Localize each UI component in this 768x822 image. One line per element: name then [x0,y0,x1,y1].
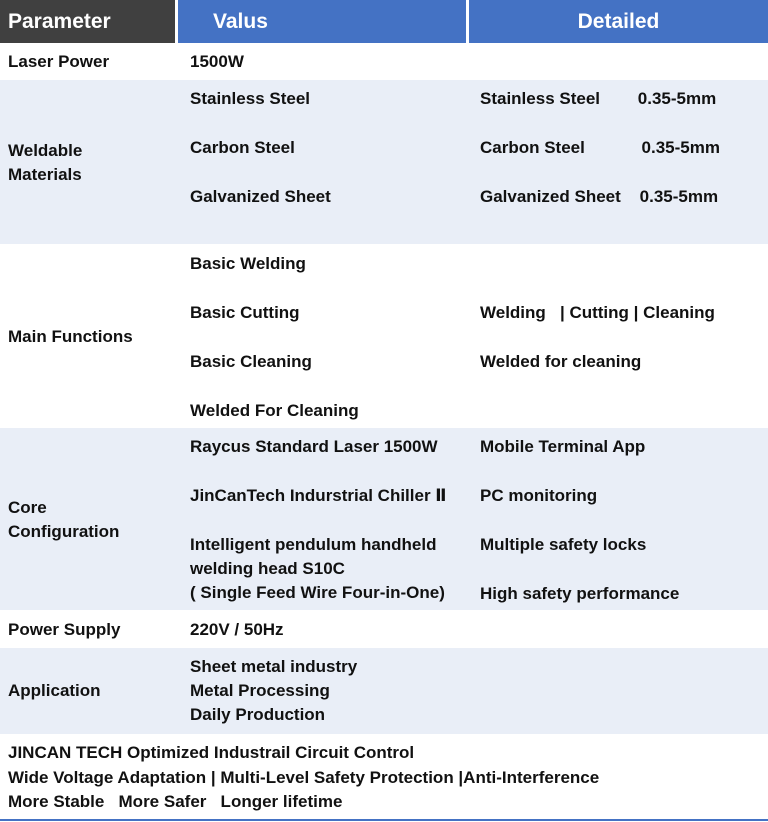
label-laser-power: Laser Power [8,52,110,71]
header-detailed: Detailed [469,0,768,43]
value-application: Metal Processing [190,681,330,700]
row-power-supply [0,610,768,648]
value-function: Welded For Cleaning [190,401,359,420]
footer-line: JINCAN TECH Optimized Industrail Circuit Control [8,743,415,762]
value-core: Raycus Standard Laser 1500W [190,437,438,456]
table-header [0,0,768,43]
value-power-supply: 220V / 50Hz [190,620,284,639]
detail-core: High safety performance [480,584,680,603]
value-core: Intelligent pendulum handheld [190,535,437,554]
row-main-functions [0,244,768,428]
value-core: welding head S10C [190,559,345,578]
detail-core: Mobile Terminal App [480,437,646,456]
label-core-configuration: Core Configuration [8,498,120,541]
value-application: Daily Production [190,705,326,724]
detail-function: Welded for cleaning [480,352,642,371]
value-laser-power: 1500W [190,52,244,71]
detail-core: PC monitoring [480,486,598,505]
label-weldable-materials: Weldable Materials [8,141,83,184]
value-function: Basic Welding [190,254,306,273]
value-material: Galvanized Sheet [190,187,331,206]
value-material: Carbon Steel [190,138,295,157]
value-function: Basic Cutting [190,303,300,322]
footer-line: More Stable More Safer Longer lifetime [8,792,343,811]
label-power-supply: Power Supply [8,620,121,639]
bottom-divider [0,819,768,821]
value-application: Sheet metal industry [190,657,358,676]
detail-function: Welding | Cutting | Cleaning [480,303,715,322]
header-parameter: Parameter [0,0,175,43]
detail-material: Stainless Steel 0.35-5mm [480,89,717,108]
footer-line: Wide Voltage Adaptation | Multi-Level Safety Protection |Anti-Interference [8,767,600,787]
row-weldable-materials [0,80,768,244]
row-core-configuration [0,428,768,610]
detail-material: Carbon Steel 0.35-5mm [480,138,720,157]
header-valus: Valus [178,0,466,43]
detail-core: Multiple safety locks [480,535,647,554]
row-application [0,648,768,734]
value-core: JinCanTech Indurstrial Chiller Ⅱ [190,486,447,505]
value-material: Stainless Steel [190,89,311,108]
value-function: Basic Cleaning [190,352,312,371]
label-application: Application [8,681,101,700]
row-laser-power [0,43,768,80]
detail-material: Galvanized Sheet 0.35-5mm [480,187,719,206]
value-core: ( Single Feed Wire Four-in-One) [190,583,445,602]
footer-notes [8,741,599,815]
label-main-functions: Main Functions [8,327,133,346]
